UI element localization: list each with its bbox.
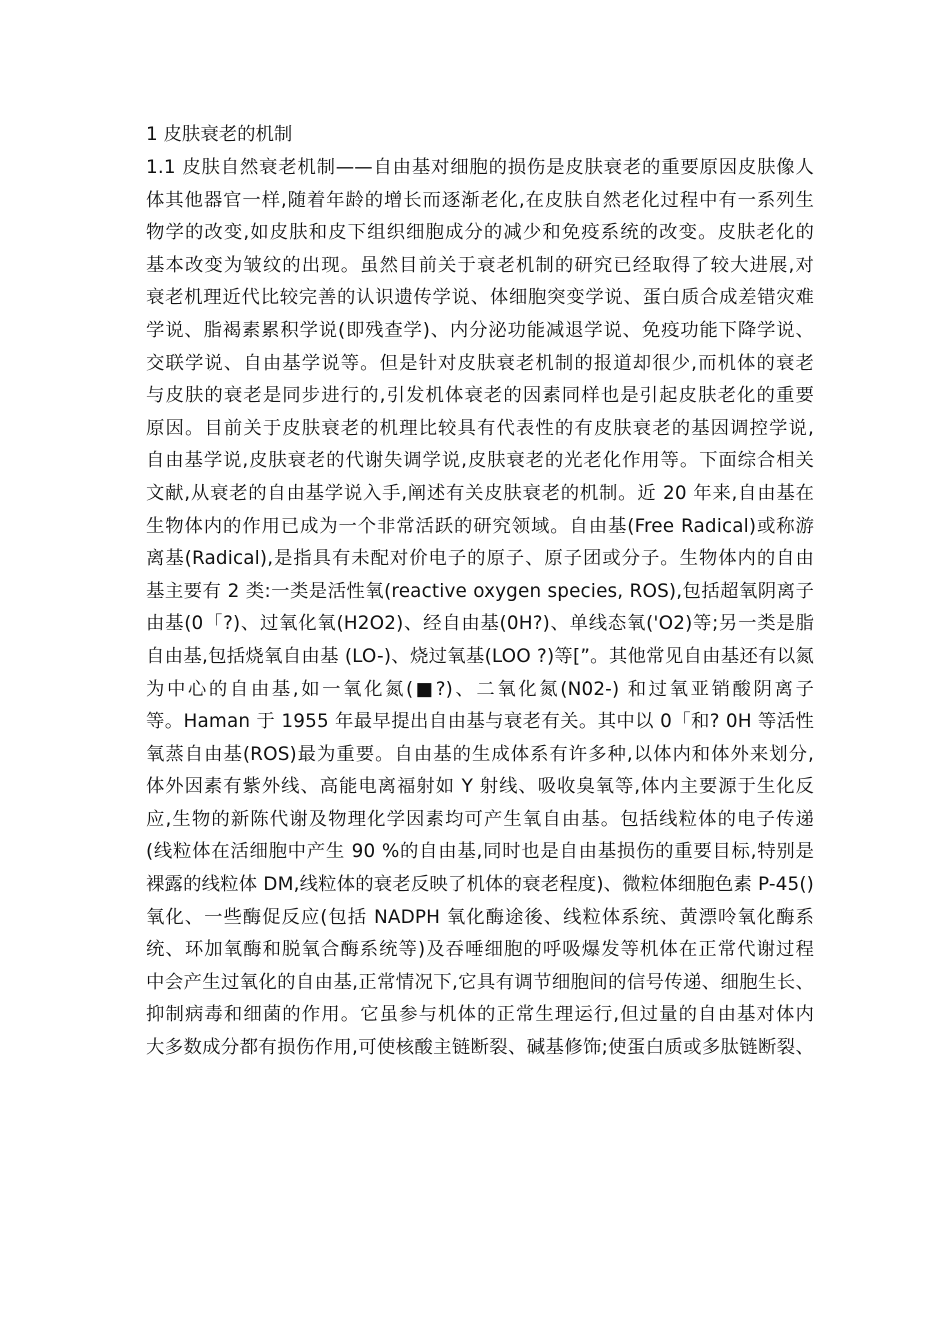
- paragraph-line: 离基(Radical),是指具有未配对价电子的原子、原子团或分子。生物体内的自由: [146, 548, 814, 570]
- paragraph-line: 自由基,包括烧氧自由基 (LO-)、烧过氧基(LOO ?)等[”。其他常见自由基还有以氮: [146, 645, 814, 667]
- paragraph-line: 物学的改变,如皮肤和皮下组织细胞成分的减少和免疫系统的改变。皮肤老化的: [146, 222, 814, 244]
- paragraph-line: 学说、脂褐素累积学说(即残查学)、内分泌功能减退学说、免疫功能下降学说、: [146, 319, 814, 341]
- paragraph-line: 自由基学说,皮肤衰老的代谢失调学说,皮肤衰老的光老化作用等。下面综合相关: [146, 450, 814, 472]
- paragraph-line: 原因。目前关于皮肤衰老的机理比较具有代表性的有皮肤衰老的基因调控学说,: [146, 417, 814, 439]
- paragraph-line: 为中心的自由基,如一氧化氮(■?)、二氧化氮(N02-) 和过氧亚销酸阴离子: [146, 678, 814, 700]
- document-body: [146, 118, 814, 1065]
- paragraph-line: 生物体内的作用已成为一个非常活跃的研究领域。自由基(Free Radical)或称游: [146, 515, 814, 537]
- paragraph-line: 1.1 皮肤自然衰老机制——自由基对细胞的损伤是皮肤衰老的重要原因皮肤像人: [146, 157, 814, 178]
- paragraph-line: 基本改变为皱纹的出现。虽然目前关于衰老机制的研究已经取得了较大进展,对: [146, 254, 814, 276]
- paragraph-line: 中会产生过氧化的自由基,正常情况下,它具有调节细胞间的信号传递、细胞生长、: [146, 971, 814, 993]
- paragraph-line: (线粒体在活细胞中产生 90 %的自由基,同时也是自由基损伤的重要目标,特别是: [146, 841, 814, 863]
- paragraph-line: 氧蒸自由基(ROS)最为重要。自由基的生成体系有许多种,以体内和体外来划分,: [146, 743, 814, 765]
- paragraph-line: 抑制病毒和细菌的作用。它虽参与机体的正常生理运行,但过量的自由基对体内: [146, 1004, 814, 1026]
- paragraph-line: 与皮肤的衰老是同步进行的,引发机体衰老的因素同样也是引起皮肤老化的重要: [146, 385, 814, 407]
- paragraph-line: 等。Haman 于 1955 年最早提出自由基与衰老有关。其中以 0「和? 0H 等活性: [146, 711, 814, 733]
- paragraph-line: 衰老机理近代比较完善的认识遗传学说、体细胞突变学说、蛋白质合成差错灾难: [146, 287, 814, 309]
- paragraph-line: 交联学说、自由基学说等。但是针对皮肤衰老机制的报道却很少,而机体的衰老: [146, 352, 814, 374]
- paragraph-line: 体外因素有紫外线、高能电离福射如 Y 射线、吸收臭氧等,体内主要源于生化反: [146, 776, 814, 798]
- paragraph-line: 应,生物的新陈代谢及物理化学因素均可产生氧自由基。包括线粒体的电子传递: [146, 808, 814, 830]
- paragraph-line: 体其他器官一样,随着年龄的增长而逐渐老化,在皮肤自然老化过程中有一系列生: [146, 189, 814, 211]
- paragraph-line: 文献,从衰老的自由基学说入手,阐述有关皮肤衰老的机制。近 20 年来,自由基在: [146, 482, 814, 504]
- paragraph-line: 裸露的线粒体 DM,线粒体的衰老反映了机体的衰老程度)、微粒体细胞色素 P-45(): [146, 874, 814, 896]
- paragraph-line: 统、环加氧酶和脱氧合酶系统等)及吞唾细胞的呼吸爆发等机体在正常代谢过程: [146, 939, 814, 961]
- section-heading: 1 皮肤衰老的机制: [146, 124, 293, 145]
- paragraph-line: 大多数成分都有损伤作用,可使核酸主链断裂、碱基修饰;使蛋白质或多肽链断裂、: [146, 1037, 814, 1059]
- paragraph-line: 基主要有 2 类:一类是活性氧(reactive oxygen species, ROS),包括超氧阴离子: [146, 580, 814, 602]
- paragraph-line: 由基(0「?)、过氧化氧(H2O2)、经自由基(0H?)、单线态氧('O2)等;另一类是脂: [146, 613, 814, 635]
- paragraph-line: 氧化、一些酶促反应(包括 NADPH 氧化酶途後、线粒体系统、黄漂呤氧化酶系: [146, 906, 814, 928]
